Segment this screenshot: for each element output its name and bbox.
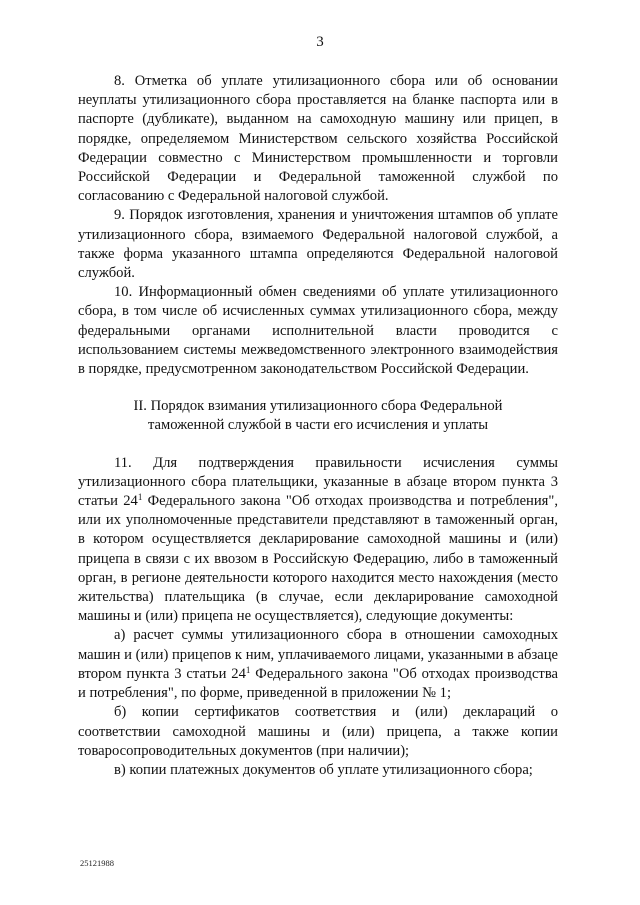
paragraph-11-part-2: Федерального закона "Об отходах производства и потребления", или их уполномоченные представители представляют в таможенный орган, в котором осуществляется декларирование самоходной машины и (или) прицепа в связи с их ввозом в Российскую Федерацию, либо в таможенный орган, в регионе деятельности которого находится место нахождения (место жительства) плательщика (в случае, если декларирование самоходной машины и (или) прицепа не осуществляется), следующие документы:: [78, 493, 558, 625]
section-heading-line-1: II. Порядок взимания утилизационного сбора Федеральной: [133, 398, 503, 415]
paragraph-11-superscript: 1: [137, 492, 143, 503]
paragraph-11-part-1: 11. Для подтверждения правильности исчисления суммы утилизационного сбора плательщики, указанные в абзаце втором пункта 3 статьи 24: [78, 454, 558, 510]
item-a-superscript: 1: [245, 664, 251, 675]
paragraph-9: 9. Порядок изготовления, хранения и уничтожения штампов об уплате утилизационного сбора, взимаемого Федеральной налоговой службой, а также форма указанного штампа определяются Федеральной налоговой службой.: [78, 207, 558, 282]
section-heading-line-2: таможенной службой в части его исчисления и уплаты: [147, 417, 489, 434]
paragraph-8: 8. Отметка об уплате утилизационного сбора или об основании неуплаты утилизационного сбора проставляется на бланке паспорта или в паспорте (дубликате), выданном на самоходную машину или прицеп, в порядке, определяемом Министерством сельского хозяйства Российской Федерации совместно с Министерством промышленности и торговли Российской Федерации и Федеральной таможенной службой по согласованию с Федеральной налоговой службой.: [78, 73, 558, 205]
document-body: [78, 72, 558, 780]
section-heading: [78, 397, 558, 435]
item-a-part-2: Федерального закона "Об отходах производства и потребления", по форме, приведенной в приложении № 1;: [78, 665, 558, 702]
item-b: б) копии сертификатов соответствия и (или) деклараций о соответствии самоходной машины и (или) прицепа, а также копии товаросопроводительных документов (при наличии);: [78, 704, 558, 759]
item-a-part-1: а) расчет суммы утилизационного сбора в отношении самоходных машин и (или) прицепов к ним, уплачиваемого лицами, указанными в абзаце втором пункта 3 статьи 24: [78, 627, 558, 682]
item-v: в) копии платежных документов об уплате утилизационного сбора;: [114, 761, 533, 778]
paragraph-11: [78, 454, 558, 627]
page-number: 3: [316, 34, 324, 50]
document-id-footer: 25121988: [80, 858, 114, 868]
item-a: [78, 626, 558, 703]
paragraph-10: 10. Информационный обмен сведениями об уплате утилизационного сбора, в том числе об исчисленных суммах утилизационного сбора, между федеральными органами исполнительной власти проводится с использованием системы межведомственного электронного взаимодействия в порядке, предусмотренном законодательством Российской Федерации.: [78, 284, 558, 378]
